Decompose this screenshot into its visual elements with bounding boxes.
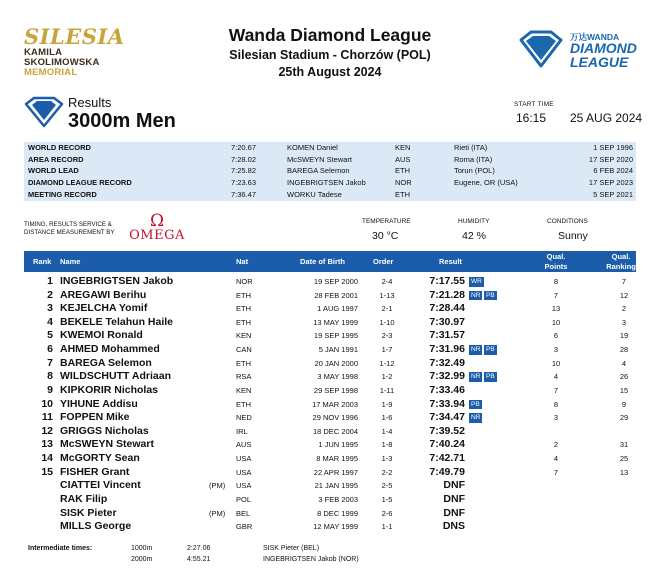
rank-cell: 10 (41, 397, 53, 410)
dob-cell: 8 MAR 1995 (316, 454, 358, 464)
record-nat: KEN (395, 143, 411, 152)
temperature-label: TEMPERATURE (362, 218, 411, 225)
order-cell: 2-1 (381, 304, 393, 314)
table-row (24, 357, 636, 371)
record-badge: PB (486, 291, 495, 299)
qual-ranking-cell: 7 (621, 277, 627, 286)
qual-ranking-cell: 31 (619, 440, 629, 450)
order-cell: 1-9 (381, 399, 393, 409)
result-cell: 7:32.99 (429, 370, 465, 383)
record-row (24, 189, 636, 201)
page-header (0, 0, 660, 88)
dob-cell: 29 SEP 1998 (313, 385, 358, 395)
header-rank: Rank (33, 257, 52, 266)
table-row (24, 316, 636, 330)
table-row (24, 411, 636, 425)
results-label: Results (68, 95, 112, 110)
rank-cell: 8 (47, 370, 53, 383)
rank-cell: 15 (41, 465, 53, 478)
nat-cell: GBR (236, 522, 253, 532)
records-table (24, 142, 636, 201)
order-cell: 1-8 (381, 440, 393, 450)
qual-points-cell: 6 (553, 331, 559, 341)
diamond-label: DIAMOND (570, 40, 637, 56)
nat-cell: NED (236, 413, 252, 423)
humidity-label: HUMIDITY (458, 218, 490, 225)
dob-cell: 21 JAN 1995 (314, 481, 358, 491)
record-venue: Eugene, OR (USA) (454, 178, 518, 188)
result-cell: 7:32.49 (429, 356, 465, 369)
dob-cell: 3 MAY 1998 (317, 372, 358, 382)
result-cell: DNF (443, 492, 465, 505)
record-row (24, 142, 636, 154)
rank-cell: 6 (47, 343, 53, 356)
league-label: LEAGUE (570, 54, 629, 70)
nat-cell: ETH (236, 358, 251, 368)
order-cell: 1-4 (381, 426, 393, 436)
order-cell: 1-12 (379, 358, 395, 368)
diamond-icon (515, 30, 567, 70)
record-badge: PB (471, 400, 480, 408)
nat-cell: ETH (236, 304, 251, 314)
record-athlete: INGEBRIGTSEN Jakob (287, 178, 366, 188)
wanda-label: 万达WANDA (570, 32, 620, 42)
order-cell: 1-5 (381, 494, 393, 504)
competition-title: Wanda Diamond League (228, 25, 432, 45)
temperature-value: 30 °C (372, 230, 399, 242)
omega-logo (127, 213, 187, 243)
record-date: 17 SEP 2020 (588, 154, 633, 164)
nat-cell: CAN (236, 345, 252, 355)
order-cell: 1-3 (381, 454, 393, 464)
nat-cell: POL (236, 494, 252, 504)
record-badge: NR (471, 414, 481, 422)
diamond-league-logo (515, 30, 645, 74)
table-row (24, 520, 636, 534)
order-cell: 1-13 (379, 290, 395, 300)
rank-cell: 7 (47, 356, 53, 369)
nat-cell: ETH (236, 399, 251, 409)
record-label: AREA RECORD (28, 154, 84, 164)
dob-cell: 1 JUN 1995 (318, 440, 358, 450)
athlete-name: RAK Filip (60, 492, 108, 505)
nat-cell: RSA (236, 372, 252, 382)
record-athlete: McSWEYN Stewart (287, 154, 353, 164)
qual-points-cell: 7 (553, 385, 559, 395)
table-row (24, 343, 636, 357)
qual-ranking-cell: 25 (619, 454, 629, 464)
nat-cell: USA (236, 467, 252, 477)
athlete-name: AREGAWI Berihu (60, 288, 147, 301)
dob-cell: 28 FEB 2001 (314, 290, 358, 300)
dob-cell: 8 DEC 1999 (317, 508, 358, 518)
pacemaker-tag: (PM) (209, 508, 226, 518)
qual-points-cell: 3 (553, 345, 559, 355)
header-order: Order (373, 257, 394, 266)
header-qual-ranking (596, 252, 646, 271)
timing-line2: DISTANCE MEASUREMENT BY (24, 228, 115, 236)
rank-cell: 9 (47, 383, 53, 396)
athlete-name: SISK Pieter (60, 506, 117, 519)
qual-points-cell: 8 (553, 399, 559, 409)
rank-cell: 4 (47, 315, 53, 328)
record-athlete: WORKU Tadese (287, 189, 342, 199)
start-date: 25 AUG 2024 (570, 111, 643, 125)
split-time: 4:55.21 (187, 556, 211, 563)
order-cell: 1-6 (381, 413, 393, 423)
record-athlete: BAREGA Selemon (287, 166, 350, 176)
table-row (24, 384, 636, 398)
header-qual-ranking-2: Ranking (606, 261, 636, 271)
order-cell: 2-6 (381, 508, 393, 518)
dob-cell: 1 AUG 1997 (317, 304, 358, 314)
record-badge: NR (471, 373, 481, 381)
athlete-name: KEJELCHA Yomif (60, 302, 148, 315)
record-date: 5 SEP 2021 (593, 189, 633, 199)
table-row (24, 398, 636, 412)
athlete-name: BAREGA Selemon (60, 356, 152, 369)
split-time: 2:27.06 (187, 545, 211, 552)
timing-line1: TIMING, RESULTS SERVICE & (24, 221, 112, 228)
meeting-logo-line2: KAMILA (24, 47, 63, 58)
dob-cell: 29 NOV 1996 (312, 413, 358, 423)
conditions-label: CONDITIONS (547, 218, 588, 225)
qual-ranking-cell: 28 (619, 345, 629, 355)
record-date: 6 FEB 2024 (593, 166, 633, 176)
meeting-logo-line4: MEMORIAL (24, 67, 78, 78)
order-cell: 2-3 (381, 331, 393, 341)
qual-ranking-cell: 2 (621, 304, 627, 314)
table-row (24, 466, 636, 480)
order-cell: 1-7 (381, 345, 393, 355)
rank-cell: 5 (47, 329, 53, 342)
nat-cell: USA (236, 481, 252, 491)
result-cell: 7:34.47 (429, 411, 465, 424)
qual-ranking-cell: 9 (621, 399, 627, 409)
athlete-name: McGORTY Sean (60, 452, 140, 465)
qual-points-cell: 7 (553, 290, 559, 300)
record-badge: NR (471, 346, 481, 354)
qual-ranking-cell: 3 (621, 317, 627, 327)
result-cell: 7:33.94 (429, 397, 465, 410)
header-titles (190, 24, 470, 81)
table-row (24, 452, 636, 466)
rank-cell: 11 (41, 411, 53, 424)
dob-cell: 18 DEC 2004 (312, 426, 358, 436)
record-date: 1 SEP 1996 (593, 143, 633, 152)
nat-cell: ETH (236, 290, 251, 300)
order-cell: 2-4 (381, 277, 393, 286)
nat-cell: USA (236, 454, 252, 464)
nat-cell: AUS (236, 440, 252, 450)
nat-cell: NOR (236, 277, 253, 286)
record-nat: ETH (395, 189, 410, 199)
qual-ranking-cell: 12 (619, 290, 629, 300)
record-venue: Torun (POL) (454, 166, 495, 176)
humidity-value: 42 % (462, 230, 486, 242)
venue-text: Silesian Stadium - Chorzów (POL) (229, 48, 431, 62)
table-row (24, 479, 636, 493)
order-cell: 1-10 (379, 317, 395, 327)
athlete-name: GRIGGS Nicholas (60, 424, 149, 437)
dob-cell: 19 SEP 2000 (313, 277, 358, 286)
rank-cell: 14 (41, 452, 53, 465)
result-cell: 7:39.52 (429, 424, 465, 437)
table-row (24, 302, 636, 316)
qual-points-cell: 4 (553, 372, 559, 382)
athlete-name: KIPKORIR Nicholas (60, 383, 159, 396)
table-row (24, 438, 636, 452)
result-cell: 7:49.79 (429, 465, 465, 478)
table-row (24, 425, 636, 439)
table-row (24, 493, 636, 507)
record-nat: ETH (395, 166, 410, 176)
order-cell: 1-2 (381, 372, 393, 382)
rank-cell: 13 (41, 438, 53, 451)
results-header (24, 251, 636, 272)
qual-points-cell: 10 (551, 317, 561, 327)
record-date: 17 SEP 2023 (588, 178, 633, 188)
record-row (24, 177, 636, 189)
header-qual-points (536, 252, 576, 271)
dob-cell: 12 MAY 1999 (313, 522, 358, 532)
athlete-name: BEKELE Telahun Haile (60, 315, 173, 328)
dob-cell: 13 MAY 1999 (313, 317, 358, 327)
header-name: Name (60, 257, 81, 266)
rank-cell: 12 (41, 424, 53, 437)
qual-ranking-cell: 29 (619, 413, 629, 423)
header-qual-ranking-1: Qual. (611, 252, 631, 261)
qual-ranking-cell: 15 (619, 385, 629, 395)
result-cell: 7:21.28 (429, 288, 465, 301)
header-result: Result (439, 257, 462, 266)
nat-cell: BEL (236, 508, 251, 518)
split-athlete: SISK Pieter (BEL) (263, 545, 320, 552)
order-cell: 2-2 (381, 467, 393, 477)
record-time: 7:28.02 (230, 154, 256, 164)
header-qual-points-2: Points (544, 261, 568, 271)
header-nat: Nat (236, 257, 249, 266)
split-athlete: INGEBRIGTSEN Jakob (NOR) (263, 556, 359, 563)
meeting-logo-line3: SKOLIMOWSKA (24, 57, 100, 68)
result-cell: 7:31.96 (429, 343, 465, 356)
event-diamond-icon (24, 96, 64, 128)
result-cell: 7:31.57 (429, 329, 465, 342)
athlete-name: KWEMOI Ronald (60, 329, 143, 342)
table-row (24, 275, 636, 289)
record-badge: PB (486, 373, 495, 381)
result-cell: 7:33.46 (429, 383, 465, 396)
qual-points-cell: 8 (553, 277, 559, 286)
record-time: 7:25.82 (230, 166, 256, 176)
result-cell: 7:42.71 (429, 452, 465, 465)
qual-points-cell: 2 (553, 440, 559, 450)
rank-cell: 1 (47, 275, 53, 287)
order-cell: 2-5 (381, 481, 393, 491)
athlete-name: FISHER Grant (60, 465, 130, 478)
rank-cell: 2 (47, 288, 53, 301)
athlete-name: AHMED Mohammed (60, 343, 160, 356)
record-badge: WR (471, 278, 482, 285)
result-cell: 7:40.24 (429, 438, 465, 451)
result-cell: 7:17.55 (429, 275, 465, 287)
dob-cell: 5 JAN 1991 (318, 345, 358, 355)
dob-cell: 20 JAN 2000 (314, 358, 358, 368)
competition-date: 25th August 2024 (278, 65, 382, 79)
record-label: DIAMOND LEAGUE RECORD (28, 178, 132, 188)
qual-ranking-cell: 19 (619, 331, 629, 341)
nat-cell: KEN (236, 331, 252, 341)
conditions-value: Sunny (558, 230, 588, 242)
dob-cell: 19 SEP 1995 (313, 331, 358, 341)
qual-points-cell: 4 (553, 454, 559, 464)
omega-icon: Ω (149, 211, 165, 231)
record-label: MEETING RECORD (28, 189, 97, 199)
athlete-name: McSWEYN Stewart (60, 438, 154, 451)
nat-cell: IRL (236, 426, 248, 436)
athlete-name: WILDSCHUTT Adriaan (60, 370, 172, 383)
pacemaker-tag: (PM) (209, 481, 226, 491)
athlete-name: CIATTEI Vincent (60, 479, 141, 492)
result-cell: DNS (442, 520, 465, 533)
rank-cell: 3 (47, 302, 53, 315)
qual-points-cell: 10 (551, 358, 561, 368)
record-venue: Roma (ITA) (454, 154, 493, 164)
table-row (24, 289, 636, 303)
record-badge: PB (486, 346, 495, 354)
record-athlete: KOMEN Daniel (287, 143, 338, 152)
nat-cell: ETH (236, 317, 251, 327)
qual-ranking-cell: 4 (621, 358, 627, 368)
header-dob: Date of Birth (300, 257, 345, 266)
record-badge: NR (471, 291, 481, 299)
record-time: 7:20.67 (230, 143, 256, 152)
start-time: 16:15 (516, 111, 547, 125)
nat-cell: KEN (236, 385, 252, 395)
split-distance: 2000m (131, 556, 153, 563)
record-row (24, 154, 636, 166)
timing-credit (24, 221, 115, 236)
record-time: 7:23.63 (230, 178, 256, 188)
record-row (24, 165, 636, 177)
dob-cell: 22 APR 1997 (313, 467, 358, 477)
qual-points-cell: 13 (551, 304, 561, 314)
dob-cell: 17 MAR 2003 (312, 399, 358, 409)
intermediate-label: Intermediate times: (28, 545, 93, 552)
table-row (24, 329, 636, 343)
meeting-logo-brand: SILESIA (24, 24, 125, 49)
order-cell: 1-1 (381, 522, 393, 532)
result-cell: 7:30.97 (429, 315, 465, 328)
record-label: WORLD RECORD (28, 143, 91, 152)
athlete-name: FOPPEN Mike (60, 411, 130, 424)
qual-points-cell: 7 (553, 467, 559, 477)
athlete-name: YIHUNE Addisu (60, 397, 138, 410)
result-cell: DNF (443, 479, 465, 492)
qual-points-cell: 3 (553, 413, 559, 423)
record-nat: AUS (395, 154, 411, 164)
record-time: 7:36.47 (230, 189, 256, 199)
dob-cell: 3 FEB 2003 (318, 494, 358, 504)
start-time-label: START TIME (514, 101, 554, 108)
qual-ranking-cell: 26 (619, 372, 629, 382)
record-label: WORLD LEAD (28, 166, 79, 176)
athlete-name: INGEBRIGTSEN Jakob (60, 275, 174, 287)
result-cell: DNF (443, 506, 465, 519)
header-qual-points-1: Qual. (546, 252, 566, 261)
record-nat: NOR (395, 178, 412, 188)
event-title: 3000m Men (68, 110, 176, 132)
qual-ranking-cell: 13 (619, 467, 629, 477)
omega-wordmark: OMEGA (129, 228, 185, 243)
table-row (24, 370, 636, 384)
record-venue: Rieti (ITA) (454, 143, 488, 152)
order-cell: 1-11 (379, 385, 395, 395)
meeting-logo (24, 24, 125, 78)
result-cell: 7:28.44 (429, 302, 465, 315)
table-row (24, 507, 636, 521)
split-distance: 1000m (131, 545, 153, 552)
athlete-name: MILLS George (60, 520, 132, 533)
